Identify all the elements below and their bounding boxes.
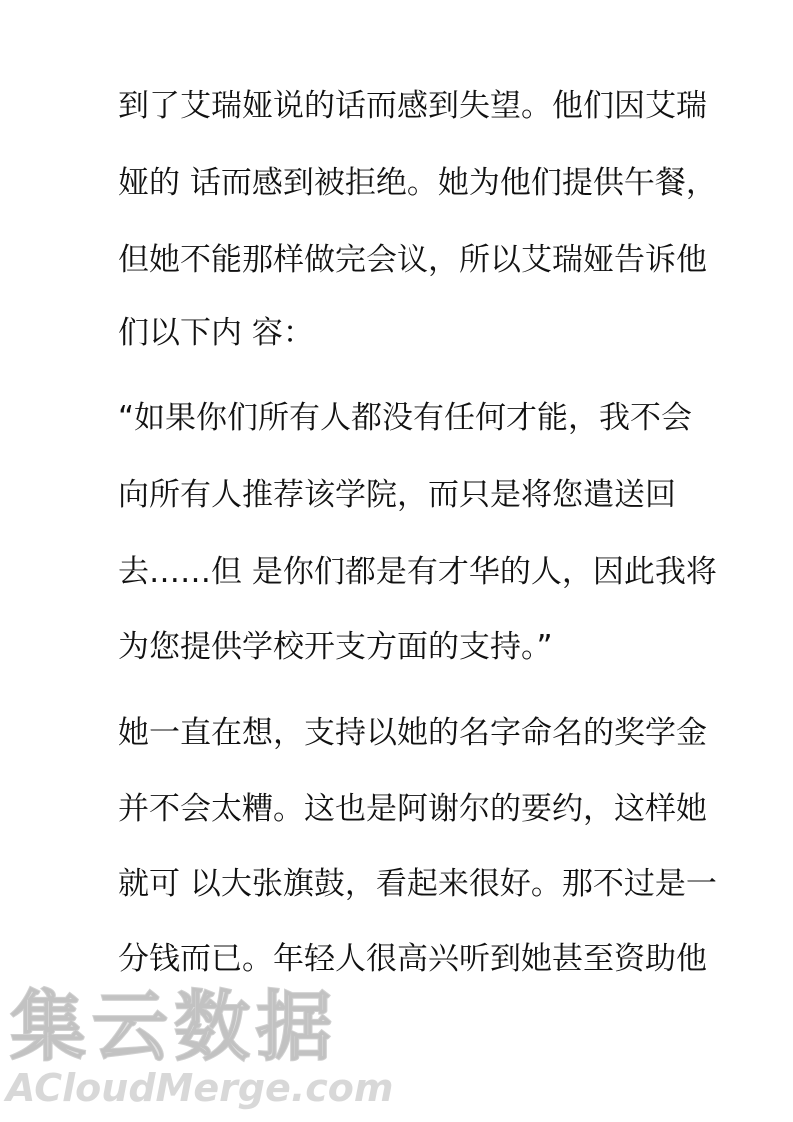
text-line: 就可 以大张旗鼓，看起来很好。那不过是一 — [118, 866, 717, 902]
text-line: “如果你们所有人都没有任何才能，我不会 — [118, 400, 693, 436]
watermark — [6, 982, 394, 1112]
text-line: 们以下内 容： — [118, 315, 314, 351]
text-line: 分钱而已。年轻人很高兴听到她甚至资助他 — [118, 941, 707, 977]
text-line: 向所有人推荐该学院，而只是将您遣送回 — [118, 477, 676, 513]
watermark-english-text: ACloudMerge.com — [6, 1066, 394, 1110]
text-line: 但她不能那样做完会议，所以艾瑞娅告诉他 — [118, 242, 707, 278]
text-line: 她一直在想，支持以她的名字命名的奖学金 — [118, 715, 707, 751]
watermark-chinese-text: 集云数据 — [10, 982, 338, 1071]
text-line: 到了艾瑞娅说的话而感到失望。他们因艾瑞 — [118, 88, 707, 124]
text-line: 去……但 是你们都是有才华的人，因此我将 — [118, 554, 717, 590]
text-line: 为您提供学校开支方面的支持。” — [118, 629, 553, 665]
text-line: 娅的 话而感到被拒绝。她为他们提供午餐， — [118, 165, 717, 201]
text-line: 并不会太糟。这也是阿谢尔的要约，这样她 — [118, 791, 707, 827]
